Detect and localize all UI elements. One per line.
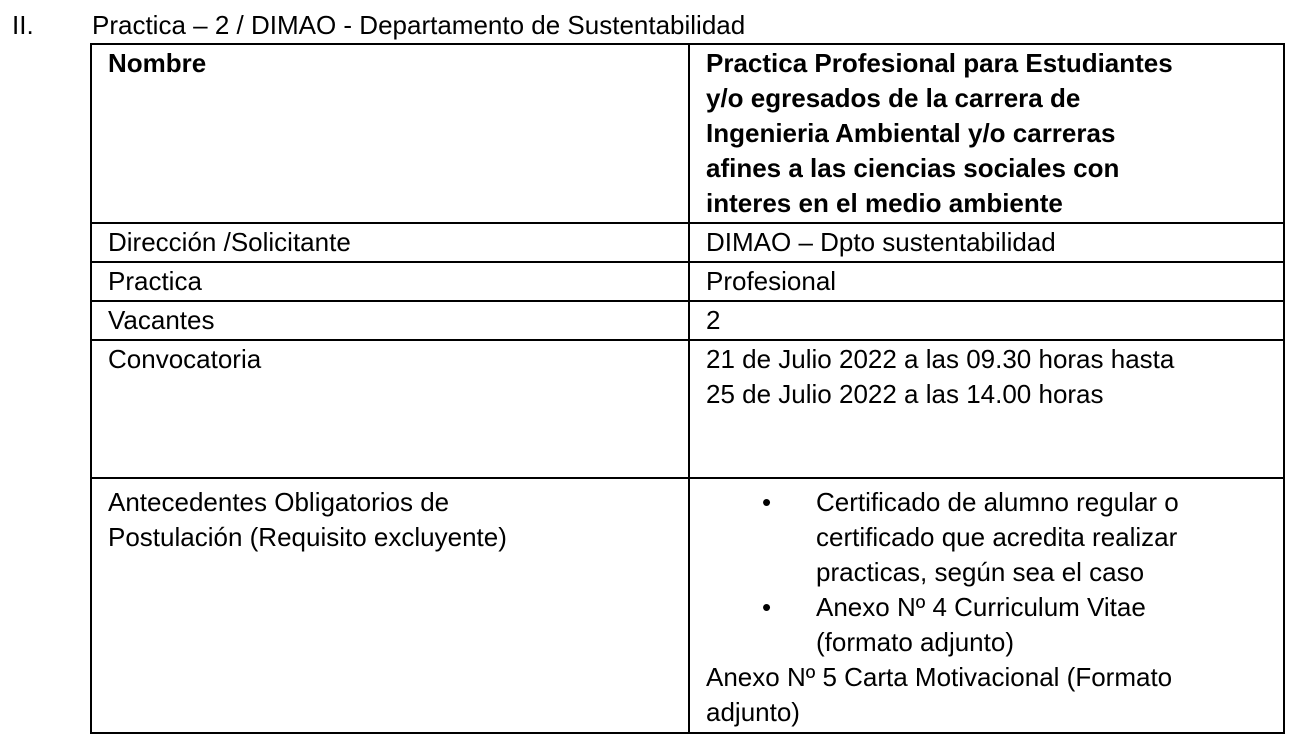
requirements-list [706, 485, 1283, 660]
nombre-value [689, 44, 1284, 223]
list-item-line: practicas, según sea el caso [816, 557, 1145, 587]
list-item [706, 590, 1283, 660]
convocatoria-label: Convocatoria [91, 340, 689, 478]
nombre-value-line: y/o egresados de la carrera de [706, 83, 1081, 113]
table-row-nombre [91, 44, 1284, 223]
vacantes-value: 2 [689, 301, 1284, 340]
practice-details-table [90, 43, 1285, 734]
list-item-line: (formato adjunto) [816, 627, 1014, 657]
table-row-antecedentes [91, 478, 1284, 733]
section-title: Practica – 2 / DIMAO - Departamento de Sustentabilidad [92, 10, 746, 40]
nombre-value-line: interes en el medio ambiente [706, 188, 1063, 218]
trailing-line: Anexo Nº 5 Carta Motivacional (Formato [706, 662, 1173, 692]
nombre-value-line: Practica Profesional para Estudiantes [706, 48, 1173, 78]
list-item [706, 485, 1283, 590]
nombre-value-line: Ingenieria Ambiental y/o carreras [706, 118, 1116, 148]
convocatoria-value-line: 21 de Julio 2022 a las 09.30 horas hasta [706, 344, 1175, 374]
nombre-label: Nombre [91, 44, 689, 223]
table-row-convocatoria [91, 340, 1284, 478]
antecedentes-label-line: Postulación (Requisito excluyente) [108, 522, 507, 552]
convocatoria-value [689, 340, 1284, 478]
bullet-icon: • [762, 592, 772, 622]
antecedentes-label-line: Antecedentes Obligatorios de [108, 487, 450, 517]
list-item-line: Certificado de alumno regular o [816, 487, 1179, 517]
list-item-line: certificado que acredita realizar [816, 522, 1178, 552]
section-number: II. [12, 10, 34, 40]
direccion-value: DIMAO – Dpto sustentabilidad [689, 223, 1284, 262]
table-row-direccion [91, 223, 1284, 262]
vacantes-label: Vacantes [91, 301, 689, 340]
bullet-icon: • [762, 487, 772, 517]
section-heading [0, 8, 1297, 44]
trailing-line: adjunto) [706, 697, 800, 727]
nombre-value-line: afines a las ciencias sociales con [706, 153, 1120, 183]
antecedentes-value [689, 478, 1284, 733]
direccion-label: Dirección /Solicitante [91, 223, 689, 262]
convocatoria-value-line: 25 de Julio 2022 a las 14.00 horas [706, 379, 1104, 409]
table-row-vacantes [91, 301, 1284, 340]
practica-label: Practica [91, 262, 689, 301]
practica-value: Profesional [689, 262, 1284, 301]
antecedentes-label [91, 478, 689, 733]
table-row-practica [91, 262, 1284, 301]
list-item-line: Anexo Nº 4 Curriculum Vitae [816, 592, 1146, 622]
